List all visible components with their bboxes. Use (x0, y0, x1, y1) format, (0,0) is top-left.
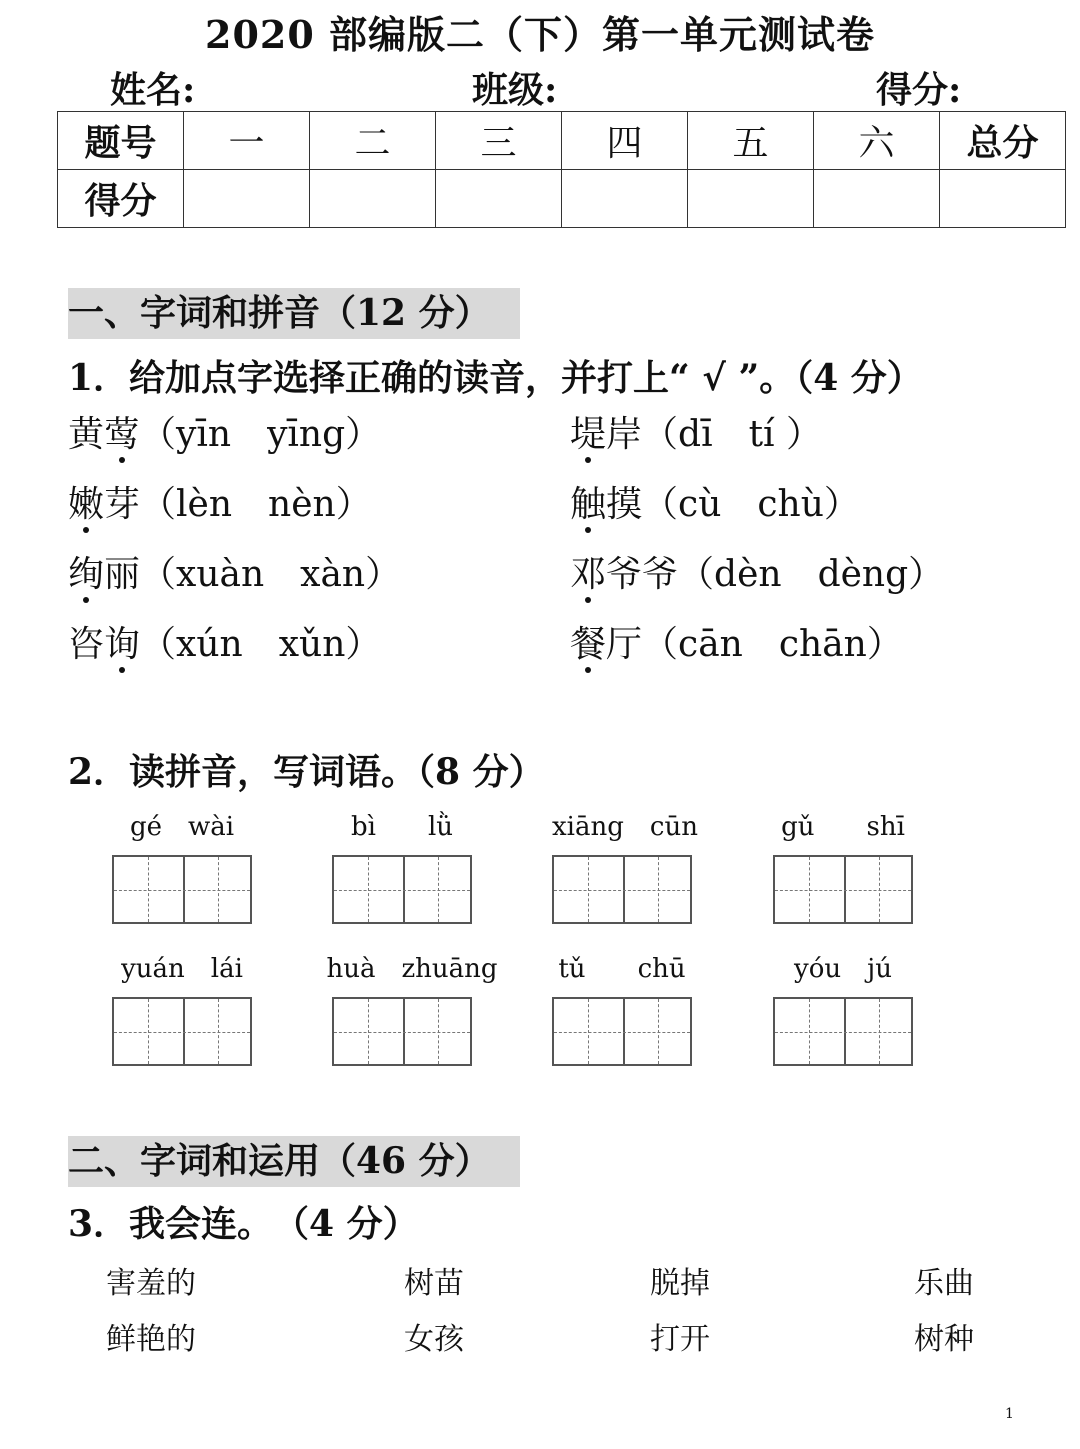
pinyin-syllable: wài (187, 812, 235, 842)
q1-item-dotted-char: 触 (570, 476, 606, 527)
table-cell-q2: 二 (310, 112, 436, 170)
q1-item-pinyin: （dī tí ） (642, 414, 823, 455)
score-cell[interactable] (310, 170, 436, 228)
table-cell-q1: 一 (184, 112, 310, 170)
pinyin-label (773, 948, 913, 985)
writing-grid-box[interactable] (773, 855, 913, 924)
table-cell-q4: 四 (562, 112, 688, 170)
q1-item-8[interactable] (570, 616, 903, 667)
q1-item-pinyin: （lèn nèn） (140, 484, 372, 525)
match-word[interactable]: 树苗 (404, 1266, 464, 1301)
class-label: 班级: (472, 69, 558, 111)
table-cell-q5: 五 (688, 112, 814, 170)
writing-grid-box[interactable] (552, 997, 692, 1066)
q1-item-3[interactable] (68, 476, 372, 527)
question-2-title: 2．读拼音，写词语。（8 分） (68, 751, 545, 793)
score-label: 得分: (876, 69, 962, 111)
score-table (57, 111, 1066, 228)
q1-item-dotted-char: 堤 (570, 406, 606, 457)
match-word[interactable]: 乐曲 (914, 1266, 974, 1301)
pinyin-syllable: huà (326, 954, 376, 984)
match-word[interactable]: 打开 (650, 1322, 710, 1357)
question-3-title: 3．我会连。 （4 分） (68, 1203, 419, 1245)
writing-grid-box[interactable] (112, 855, 252, 924)
q1-item-dotted-char: 询 (104, 616, 140, 667)
score-table-header-row (58, 112, 1066, 170)
q1-item-text: 岸 (606, 414, 643, 455)
score-cell[interactable] (436, 170, 562, 228)
score-cell[interactable] (184, 170, 310, 228)
q1-item-pinyin: （dèn dèng） (678, 554, 945, 595)
q1-item-6[interactable] (570, 546, 944, 597)
page-title: 2020 部编版二（下）第一单元测试卷 (205, 12, 875, 57)
q1-item-pinyin: （cù chù） (642, 484, 860, 525)
writing-grid-box[interactable] (332, 855, 472, 924)
writing-grid-box[interactable] (773, 997, 913, 1066)
match-word[interactable]: 害羞的 (106, 1266, 196, 1301)
score-cell[interactable] (562, 170, 688, 228)
pinyin-syllable: yuán (121, 954, 185, 984)
match-word[interactable]: 脱掉 (650, 1266, 710, 1301)
q1-item-2[interactable] (570, 406, 822, 457)
writing-grid-box[interactable] (112, 997, 252, 1066)
pinyin-syllable: xiāng (552, 812, 624, 842)
q1-item-text: 爷爷 (606, 554, 679, 595)
writing-grid-box[interactable] (332, 997, 472, 1066)
pinyin-syllable: bì (350, 812, 376, 842)
score-cell[interactable] (814, 170, 940, 228)
pinyin-syllable: cūn (649, 812, 698, 842)
pinyin-label (773, 806, 913, 843)
pinyin-syllable: gé (129, 812, 162, 842)
q1-item-dotted-char: 嫩 (68, 476, 104, 527)
q1-item-text: 黄 (68, 414, 105, 455)
q1-item-text: 咨 (68, 624, 105, 665)
table-cell-q6: 六 (814, 112, 940, 170)
pinyin-syllable: jú (867, 954, 892, 984)
name-label: 姓名: (110, 69, 196, 111)
q1-item-dotted-char: 邓 (570, 546, 606, 597)
pinyin-label (332, 806, 472, 843)
q1-item-text: 摸 (606, 484, 643, 525)
match-word[interactable]: 树种 (914, 1322, 974, 1357)
pinyin-syllable: gǔ (781, 812, 815, 842)
score-cell[interactable] (940, 170, 1066, 228)
pinyin-label (112, 948, 252, 985)
table-cell-question-label: 题号 (58, 112, 184, 170)
match-word[interactable]: 女孩 (404, 1322, 464, 1357)
pinyin-syllable: lái (210, 954, 243, 984)
table-cell-q3: 三 (436, 112, 562, 170)
q1-item-5[interactable] (68, 546, 401, 597)
pinyin-syllable: lǜ (427, 812, 454, 842)
q1-item-text: 厅 (606, 624, 643, 665)
q1-item-pinyin: （cān chān） (642, 624, 903, 665)
q1-item-1[interactable] (68, 406, 381, 457)
q1-item-dotted-char: 莺 (104, 406, 140, 457)
question-1-title: 1．给加点字选择正确的读音，并打上“ √ ”。（4 分） (68, 357, 923, 399)
pinyin-label (322, 948, 502, 985)
q1-item-text: 丽 (104, 554, 141, 595)
pinyin-syllable: chū (637, 954, 686, 984)
writing-grid-box[interactable] (552, 855, 692, 924)
score-cell[interactable] (688, 170, 814, 228)
pinyin-syllable: tǔ (558, 954, 586, 984)
pinyin-syllable: shī (866, 812, 905, 842)
pinyin-label (112, 806, 252, 843)
q1-item-dotted-char: 餐 (570, 616, 606, 667)
pinyin-syllable: yóu (794, 954, 842, 984)
score-table-score-row (58, 170, 1066, 228)
match-word[interactable]: 鲜艳的 (106, 1322, 196, 1357)
pinyin-label (552, 948, 692, 985)
section-heading-1: 一、字词和拼音（12 分） (68, 288, 520, 339)
q1-item-pinyin: （yīn yīng） (140, 414, 382, 455)
q1-item-pinyin: （xún xǔn） (140, 624, 382, 665)
section-heading-2: 二、字词和运用（46 分） (68, 1136, 520, 1187)
pinyin-syllable: zhuāng (401, 954, 498, 984)
q1-item-dotted-char: 绚 (68, 546, 104, 597)
q1-item-4[interactable] (570, 476, 860, 527)
table-cell-total: 总分 (940, 112, 1066, 170)
page-number: 1 (1005, 1406, 1014, 1422)
q1-item-7[interactable] (68, 616, 381, 667)
table-cell-score-label: 得分 (58, 170, 184, 228)
q1-item-text: 芽 (104, 484, 141, 525)
pinyin-label (552, 806, 698, 843)
q1-item-pinyin: （xuàn xàn） (140, 554, 402, 595)
